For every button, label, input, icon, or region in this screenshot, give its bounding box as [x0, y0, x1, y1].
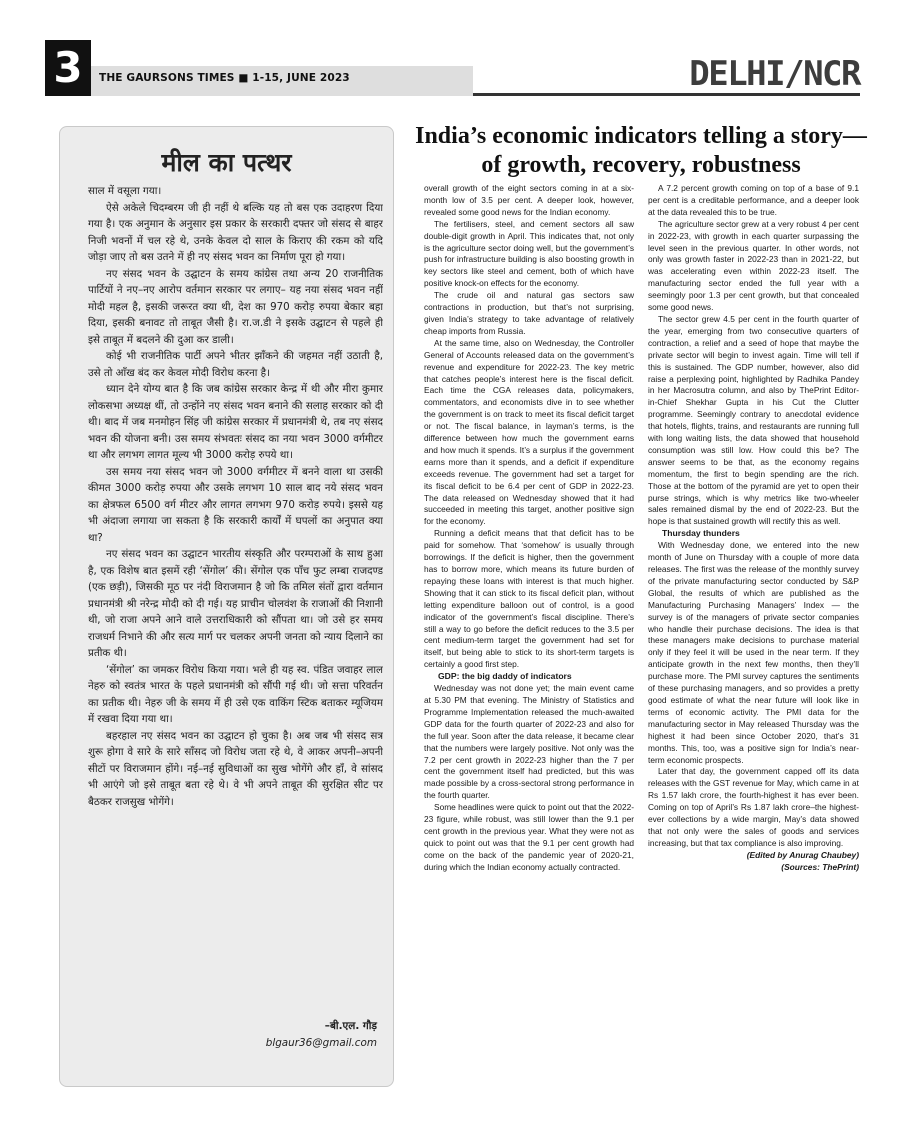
hindi-paragraph: नए संसद भवन के उद्घाटन के समय कांग्रेस तथा अन्य 20 राजनीतिक पार्टियों ने नए–नए आरोप वर्तमान सरकार पर लगाए– यह नया संसद भवन नहीं मोदी महल है, इसकी जरूरत क्या थी, देश का 970 करोड़ रुपया बेकार बहा दिया, इसकी बनावट तो ताबूत जैसी है। रा.ज.डी ने इसके उद्घाटन से पहले ही इसे ताबूत में बदलने की दुआ कर डाली।: [88, 267, 383, 346]
article-paragraph: Running a deficit means that that deficit has to be paid for somehow. That ‘somehow’ is usually through borrowings. If the deficit is higher, then the government has to borrow more, which means its future burden of repaying these loans with interest is that much higher. Showing that it can stick to its fiscal deficit plan, without letting expenditure balloon out of control, is a good indicator of the government’s fiscal discipline. There’s still a way to go before the deficit reduces to the 3.5 per cent medium-term target the government had set for itself, but being able to stick to its short-term targets is certainly a good first step.: [424, 528, 634, 670]
editor-credit: (Edited by Anurag Chaubey): [746, 849, 859, 860]
article-headline: India’s economic indicators telling a story—of growth, recovery, robustness: [415, 123, 867, 178]
article-paragraph: Later that day, the government capped off its data releases with the GST revenue for May, which came in at Rs 1.57 lakh crore, the fourth-highest it has ever been. Coming on top of April’s Rs 1.87 lakh crore–the highest-ever collections by a wide margin, May’s data showed that not only were the sales of goods and services increasing, but that tax compliance is also improving.: [648, 766, 859, 848]
hindi-column: [59, 126, 394, 1087]
article-subheading: GDP: the big daddy of indicators: [438, 671, 572, 682]
article-paragraph: A 7.2 percent growth coming on top of a base of 9.1 per cent is a creditable performance, and a deeper look at the data revealed this to be true.: [648, 183, 859, 217]
page-header: [45, 40, 860, 96]
masthead: THE GAURSONS TIMES ■ 1-15, JUNE 2023: [99, 72, 350, 84]
article-paragraph: The sector grew 4.5 per cent in the fourth quarter of the year, emerging from two consecutive quarters of contraction, a relief and a seed of hope that maybe the private sector will begin to invest again. Time will tell if this is sustained. The GDP number, however, also did raise a perplexing point, highlighted by Radhika Pandey in her Macrosutra column, and also by ThePrint Editor-in-Chief Shekhar Gupta in his Cut the Clutter programme. Seemingly contrary to anecdotal evidence that hotels, flights, trains, and restaurants are running full with long waiting lists, the data showed that household consumption was still low. How could this be? The answer seems to be that, as the economy regains momentum, the first to begin spending are the rich. Those at the bottom of the pyramid are yet to open their purse strings, which is why metrics like two-wheeler sales remained dismal by the end of 2022-23. But the hope is that sustained growth will rectify this as well.: [648, 313, 859, 527]
article-subheading: Thursday thunders: [662, 528, 740, 539]
article-column-2: [648, 183, 859, 1078]
hindi-paragraph: ‘सेंगोल’ का जमकर विरोध किया गया। भले ही यह स्व. पंडित जवाहर लाल नेहरु को स्वतंत्र भारत के पहले प्रधानमंत्री को सौंपी गई थी। जो सत्ता परिवर्तन का प्रतीक थी। नेहरु जी के समय में ही उसे एक वाकिंग स्टिक बताकर म्यूजियम में रखवा दिया गया था।: [88, 663, 383, 725]
article-paragraph: The agriculture sector grew at a very robust 4 per cent in 2022-23, with growth in each quarter surpassing the level seen in the previous quarter. In other words, not only was growth faster in 2022-23 than in 2021-22, but was accelerating even within 2022-23 itself. The manufacturing sector ended the full year with a seemingly poor 1.3 per cent growth, but that concealed some good news.: [648, 218, 859, 313]
source-credit: (Sources: ThePrint): [781, 861, 859, 872]
hindi-paragraph: साल में वसूला गया।: [88, 185, 162, 197]
hindi-column-body: [88, 183, 383, 1003]
hindi-paragraph: ऐसे अकेले चिदम्बरम जी ही नहीं थे बल्कि यह तो बस एक उदाहरण दिया गया है। एक अनुमान के अनुसार इस प्रकार के सरकारी दफ्तर जो संसद से बाहर निजी भवनों में चल रहे थे, उनके केवल दो साल के किराए की रकम को यदि जोड़ा जाए तो बस उतने में ही नए संसद भवन का निर्माण पूरा हो गया।: [88, 201, 383, 263]
hindi-author-email: blgaur36@gmail.com: [265, 1037, 377, 1049]
article-paragraph: overall growth of the eight sectors coming in at a six-month low of 3.5 per cent. A deeper look, however, revealed some good news for the Indian economy.: [424, 183, 634, 217]
hindi-paragraph: उस समय नया संसद भवन जो 3000 वर्गमीटर में बनने वाला था उसकी कीमत 3000 करोड़ रुपया और उसके लगभग 10 साल बाद नये संसद भवन का क्षेत्रफल 6500 वर्ग मीटर और लागत लगभग 970 करोड़ रुपये। इससे यह भी अंदाजा लगाया जा सकता है कि सरकारी कार्यों में घपलों का अनुपात क्या था?: [88, 465, 383, 544]
hindi-paragraph: ध्यान देने योग्य बात है कि जब कांग्रेस सरकार केन्द्र में थी और मीरा कुमार लोकसभा अध्यक्ष थीं, तो उन्होंने नए संसद भवन बनाने की सलाह सरकार को दी थी। बाद में जब मनमोहन सिंह जी कांग्रेस सरकार में प्रधानमंत्री थे, तब नए संसद भवन की योजना बनी। उस समय संभवतः संसद का नया भवन 3000 वर्गमीटर था और लगभग लागत मूल्य भी 3000 करोड़ रुपये था।: [88, 383, 383, 461]
article-paragraph: The crude oil and natural gas sectors saw contractions in production, but that’s not surprising, given India’s strategy to take advantage of relatively cheap imports from Russia.: [424, 290, 634, 336]
article-paragraph: At the same time, also on Wednesday, the Controller General of Accounts released data on the government’s revenue and expenditure for 2022-23. The key metric that catches people’s interest here is the fiscal deficit. Each time the CGA releases data, policymakers, commentators, and economists dive in to see whether the government is on track to meet its fiscal deficit target or not. The fiscal balance, in layman’s terms, is the difference between how much the government earns and how much it spends. It’s a surplus if the government earns more than it spends, and a deficit if expenditure exceeds revenue. The government had set a target for its fiscal deficit to be 6.4 per cent of GDP in 2022-23. The data released on Wednesday showed that it had succeeded in meeting this target, another positive sign for the economy.: [424, 337, 634, 527]
edition-label: DELHI/NCR: [689, 54, 860, 94]
article-paragraph: Wednesday was not done yet; the main event came at 5.30 PM that evening. The Ministry of Statistics and Programme Implementation released the much-awaited GDP data for the fourth quarter of 2022-23 and also for the full year. Soon after the data release, it became clear that the numbers were largely positive. Not only was the 7.2 per cent growth in 2022-23 higher than the 7 per cent the government itself had predicted, but this was made possible by a cross-sectoral strong performance in the fourth quarter.: [424, 683, 634, 801]
page-number: 3: [45, 40, 91, 96]
article-paragraph: Some headlines were quick to point out that the 2022-23 figure, while robust, was still lower than the 9.1 per cent growth in the previous year. What they were not as quick to point out was that the 9.1 per cent growth had come on the back of the pandemic year of 2020-21, during which the Indian economy actually contracted.: [424, 802, 634, 872]
article-column-1: [424, 183, 634, 1078]
hindi-paragraph: नए संसद भवन का उद्घाटन भारतीय संस्कृति और परम्पराओं के साथ हुआ है, एक विशेष बात इसमें रही ‘सेंगोल’ की। सेंगोल एक पाँच फुट लम्बा राजदण्ड (एक छड़ी), जिसकी मूठ पर नंदी विराजमान है जो कि तमिल संतों द्वारा वर्तमान प्रधानमंत्री श्री नरेन्द्र मोदी को दी गई। यह प्राचीन चोलवंश के राजाओं की निशानी थी, जो राजा अपने आने वाले उत्तराधिकारी को सौंपता था। जो उसे हर समय राजधर्म निभाने की और सत्य मार्ग पर चलकर अपनी जनता को न्याय दिलाने का प्रतीक थी।: [88, 548, 383, 659]
article-paragraph: With Wednesday done, we entered into the new month of June on Thursday with a couple of more data releases. The first was the release of the monthly survey of the private manufacturing sector conducted by S&P Global, the results of which are published as the Manufacturing Purchasing Managers’ Index — the survey is of the managers of private sector companies who handle their purchase decisions. The idea is that these managers make decisions to purchase material only if they feel it will be used in the near term. If they anticipate growth in the next few months, then they’ll purchase more. The PMI survey captures the sentiments of these purchasing managers, and so provides a pretty good estimate of what the near future will look like in terms of economic activity. The PMI data for the manufacturing sector in May released Thursday was the highest it had been since October 2020, that’s 31 months. This, too, was a positive sign for India’s near-term economic prospects.: [648, 540, 859, 765]
hindi-paragraph: बहरहाल नए संसद भवन का उद्घाटन हो चुका है। अब जब भी संसद सत्र शुरू होगा वे सारे के सारे साँसद जो विरोध जता रहे थे, वे आकर अपनी–अपनी सीटों पर विराजमान होंगे। नई–नई सुविधाओं का सुख भोगेंगे और हाँ, वे सांसद भी आएंगे जो इसे ताबूत बता रहे थे। वे भी अपने ताबूत की सुरक्षित सीट पर बैठकर राजसुख भोगेंगे।: [88, 729, 383, 808]
hindi-column-title: मील का पत्थर: [161, 148, 292, 177]
hindi-paragraph: कोई भी राजनीतिक पार्टी अपने भीतर झाँकने की जहमत नहीं उठाती है, उसे तो आँख बंद कर केवल मोदी विरोध करना है।: [88, 350, 383, 379]
hindi-author: –बी.एल. गौड़: [324, 1020, 377, 1032]
article-paragraph: The fertilisers, steel, and cement sectors all saw double-digit growth in April. This indicates that, not only is the agriculture sector doing well, but the government’s push for infrastructure building is also boosting growth in key sectors like steel and cement, both of which have positive knock-on effects for the economy.: [424, 218, 634, 289]
